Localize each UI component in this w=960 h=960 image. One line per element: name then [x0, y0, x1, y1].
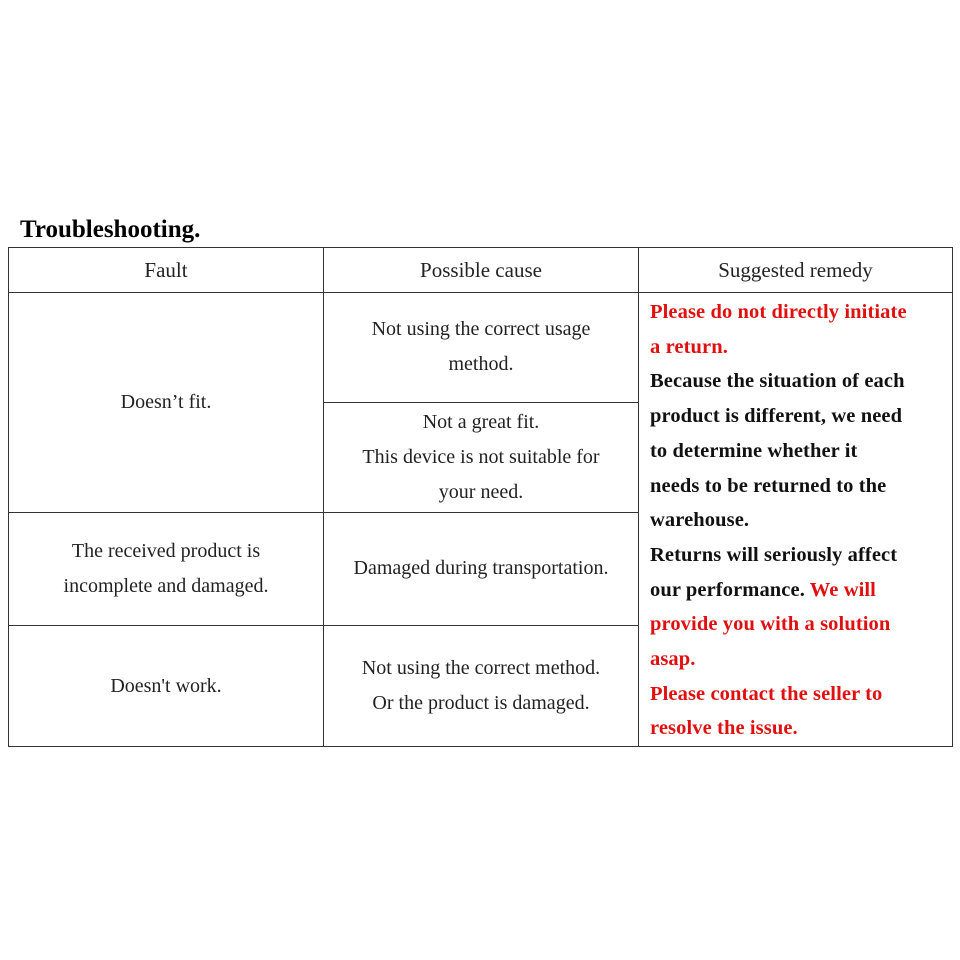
remedy-line: provide you with a solution [650, 613, 891, 636]
header-fault: Fault [9, 248, 324, 293]
remedy-line: asap. [650, 648, 696, 671]
remedy-line: Please do not directly initiate [650, 301, 907, 323]
remedy-line: warehouse. [650, 509, 750, 532]
remedy-cell [639, 293, 953, 747]
fault-text: Doesn’t fit. [120, 390, 212, 413]
cause-cell [324, 293, 639, 403]
fault-line: incomplete and damaged. [63, 574, 269, 597]
troubleshooting-table [8, 247, 953, 747]
remedy-paragraph [650, 538, 944, 677]
fault-cell [9, 512, 324, 626]
header-row [9, 248, 953, 293]
remedy-line: Because the situation of each [650, 370, 905, 393]
remedy-line: resolve the issue. [650, 717, 798, 740]
cause-cell [324, 402, 639, 512]
header-possible-cause: Possible cause [324, 248, 639, 293]
remedy-line: Returns will seriously affect [650, 543, 898, 566]
remedy-line: a return. [650, 335, 728, 358]
fault-cell [9, 293, 324, 513]
page-title: Troubleshooting. [20, 216, 201, 243]
table-row [9, 293, 953, 403]
cause-line: This device is not suitable for [362, 445, 600, 468]
cause-line: your need. [438, 480, 524, 503]
remedy-text-red: We will [809, 578, 876, 601]
remedy-line: needs to be returned to the [650, 474, 887, 497]
cause-line: Not a great fit. [422, 410, 540, 433]
cause-line: Damaged during transportation. [353, 557, 609, 580]
cause-line: Not using the correct method. [361, 657, 601, 680]
header-suggested-remedy: Suggested remedy [639, 248, 953, 293]
remedy-paragraph [650, 677, 944, 746]
remedy-paragraph [650, 295, 944, 364]
remedy-line: Please contact the seller to [650, 682, 883, 705]
cause-cell [324, 512, 639, 626]
remedy-line: product is different, we need [650, 405, 903, 428]
cause-line: method. [448, 353, 514, 376]
cause-line: Or the product is damaged. [372, 692, 590, 715]
cause-line: Not using the correct usage [371, 318, 591, 341]
remedy-text-dark: our performance. [650, 578, 805, 601]
remedy-paragraph [650, 364, 944, 538]
fault-text: Doesn't work. [110, 674, 222, 697]
fault-cell [9, 626, 324, 747]
cause-cell [324, 626, 639, 747]
remedy-line: to determine whether it [650, 439, 858, 462]
remedy-line-mixed [650, 573, 944, 608]
fault-line: The received product is [71, 539, 261, 562]
